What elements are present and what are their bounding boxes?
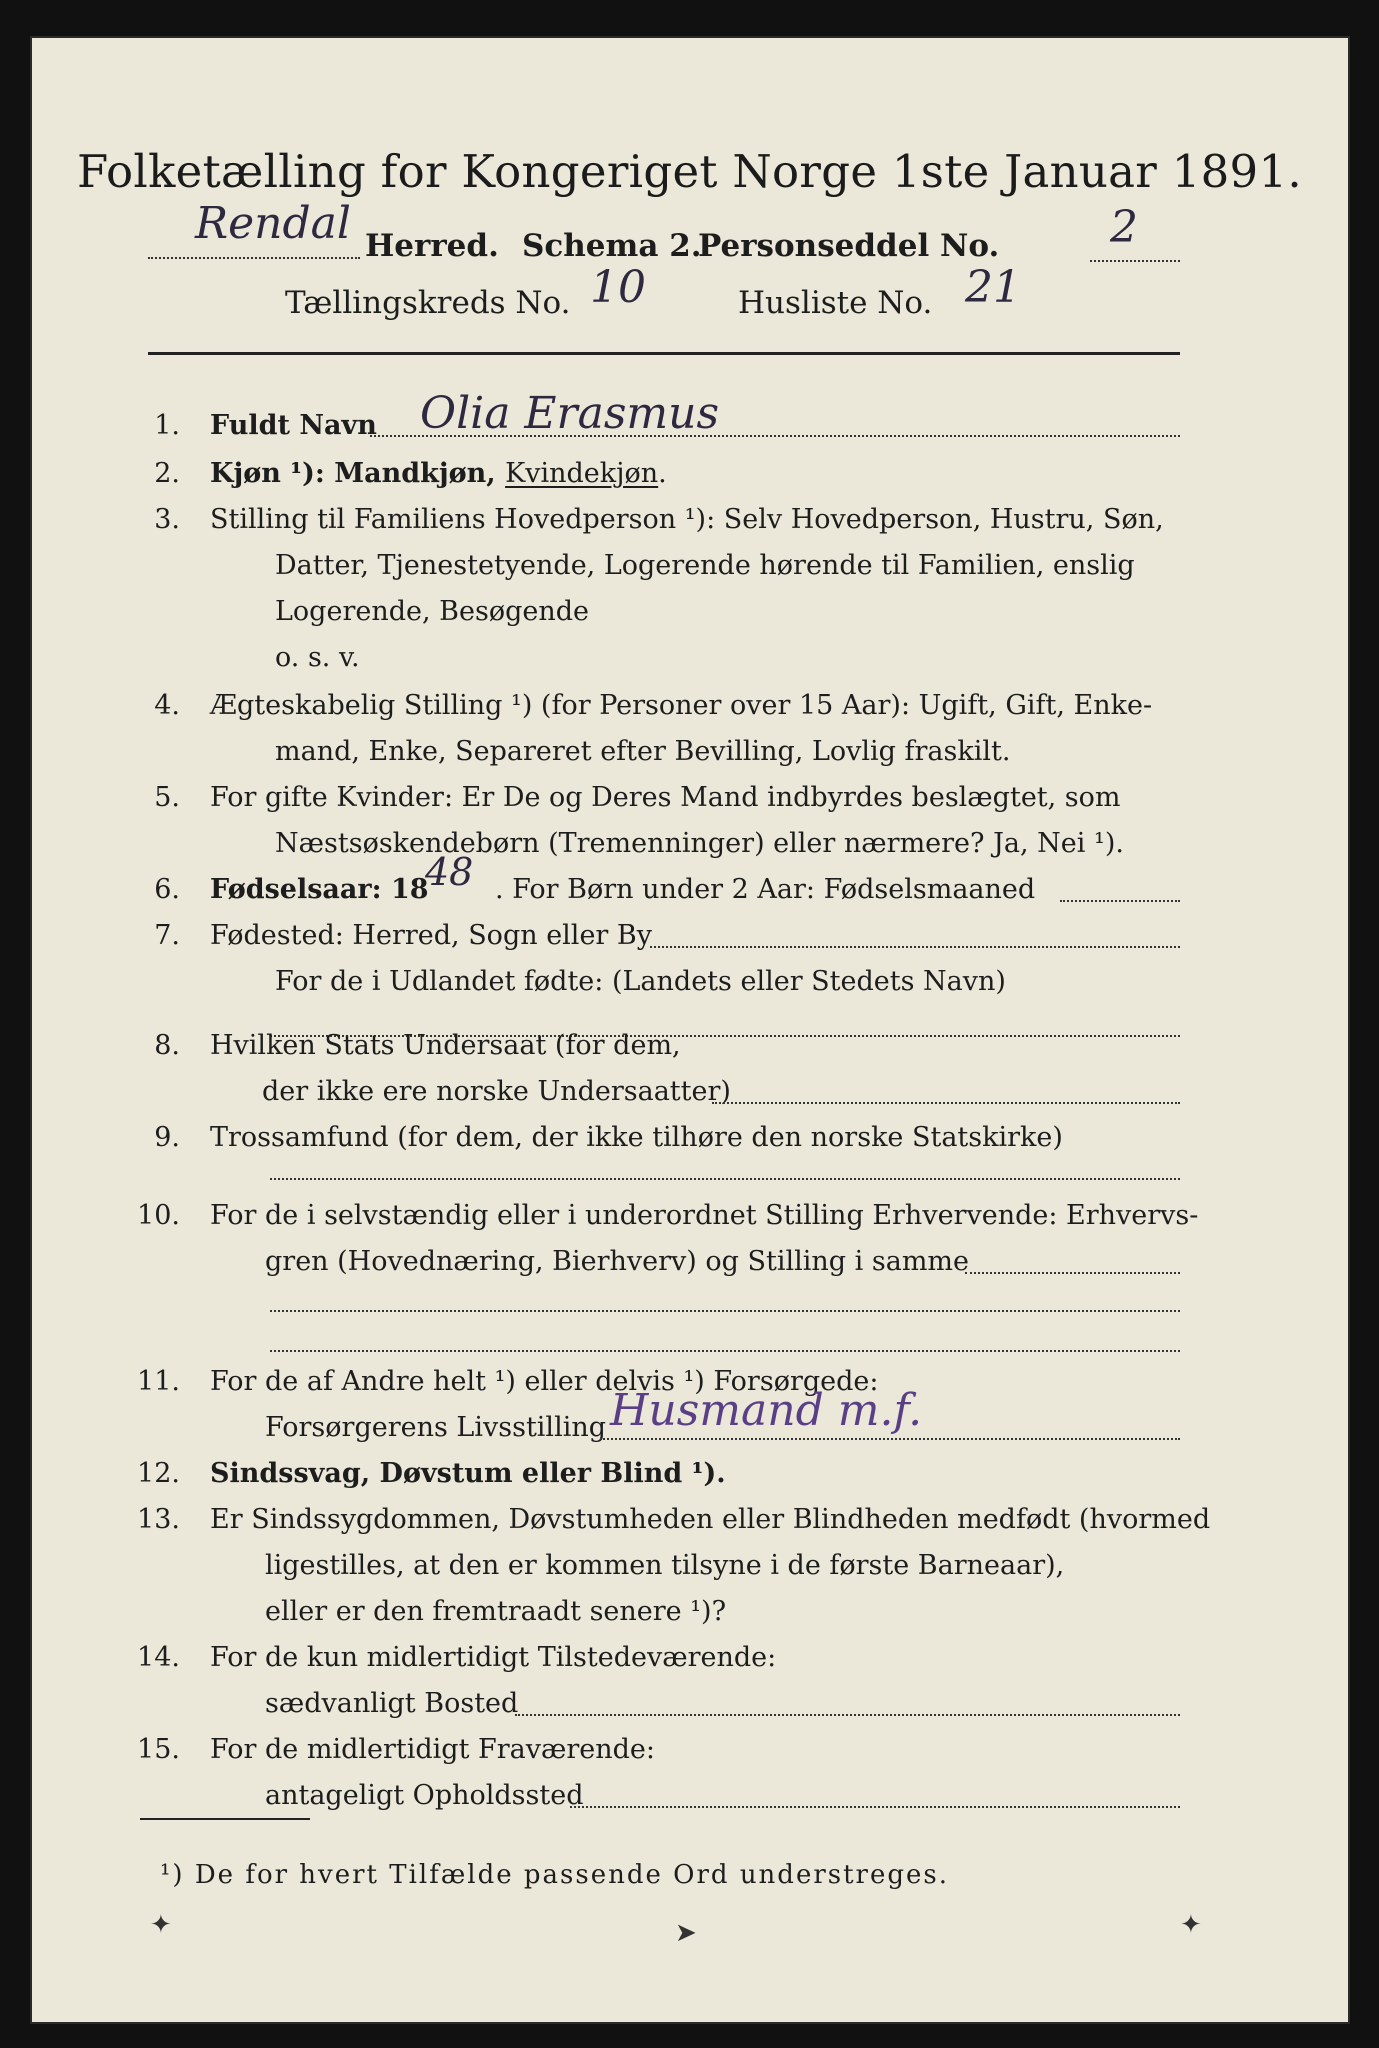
q5-line-1: For gifte Kvinder: Er De og Deres Mand indbyrdes beslægtet, som: [210, 782, 1121, 813]
q6-field-line: [1060, 900, 1180, 902]
q10-field-line: [965, 1272, 1180, 1274]
q7-sub: For de i Udlandet fødte: (Landets eller Stedets Navn): [275, 966, 1006, 997]
q8-line-2: der ikke ere norske Undersaatter): [262, 1076, 731, 1107]
q10-line-2: gren (Hovednæring, Bierhverv) og Stilling i samme: [265, 1246, 970, 1277]
q2-underlined-option: Kvindekjøn: [505, 458, 659, 489]
q14-number: 14.: [137, 1642, 180, 1673]
registration-mark-left-icon: ✦: [150, 1910, 172, 1940]
q2-number: 2.: [154, 458, 180, 489]
q6-rest: . For Børn under 2 Aar: Fødselsmaaned: [495, 874, 1036, 905]
q4-number: 4.: [154, 690, 180, 721]
q12-number: 12.: [137, 1458, 180, 1489]
q13-line-1: Er Sindssygdommen, Døvstumheden eller Blindheden medfødt (hvormed: [210, 1504, 1211, 1535]
registration-mark-right-icon: ✦: [1180, 1910, 1202, 1940]
q12-label: Sindssvag, Døvstum eller Blind ¹).: [210, 1458, 726, 1489]
q13-line-2: ligestilles, at den er kommen tilsyne i de første Barneaar),: [265, 1550, 1065, 1581]
herred-value: Rendal: [195, 198, 351, 249]
herred-field-line: [148, 257, 360, 259]
personseddel-label: Personseddel No.: [698, 228, 1000, 264]
q10-field-line-2: [270, 1310, 1180, 1312]
footnote: ¹) De for hvert Tilfælde passende Ord understreges.: [160, 1860, 950, 1890]
q4-line-2: mand, Enke, Separeret efter Bevilling, Lovlig fraskilt.: [275, 736, 1011, 767]
q9-field-line: [270, 1178, 1180, 1180]
q10-line-1: For de i selvstændig eller i underordnet Stilling Erhvervende: Erhvervs-: [210, 1200, 1199, 1231]
q15-line-1: For de midlertidigt Fraværende:: [210, 1734, 656, 1765]
q3-number: 3.: [154, 504, 180, 535]
q10-field-line-3: [270, 1350, 1180, 1352]
personseddel-field-line: [1090, 260, 1180, 262]
q4-line-1: Ægteskabelig Stilling ¹) (for Personer over 15 Aar): Ugift, Gift, Enke-: [210, 690, 1153, 721]
q10-number: 10.: [137, 1200, 180, 1231]
kreds-label: Tællingskreds No.: [285, 285, 571, 321]
q1-number: 1.: [154, 410, 180, 441]
q11-value: Husmand m.f.: [610, 1385, 923, 1436]
footnote-rule: [140, 1818, 310, 1820]
q9-number: 9.: [154, 1122, 180, 1153]
q3-line-1: Stilling til Familiens Hovedperson ¹): Selv Hovedperson, Hustru, Søn,: [210, 504, 1164, 535]
q7-number: 7.: [154, 920, 180, 951]
kreds-value: 10: [590, 262, 646, 313]
herred-label: Herred.: [365, 228, 499, 264]
q3-line-4: o. s. v.: [275, 642, 360, 673]
q11-line-2: Forsørgerens Livsstilling: [265, 1412, 607, 1443]
personseddel-value: 2: [1110, 202, 1138, 253]
schema-label: Schema 2.: [522, 228, 702, 264]
q8-line-1: Hvilken Stats Undersaat (for dem,: [210, 1030, 681, 1061]
q6-value: 48: [425, 850, 474, 894]
q2-text: Kjøn ¹): Mandkjøn, Kvindekjøn.: [210, 458, 667, 489]
q14-line-2: sædvanligt Bosted: [265, 1688, 519, 1719]
q15-number: 15.: [137, 1734, 180, 1765]
q13-number: 13.: [137, 1504, 180, 1535]
q6-number: 6.: [154, 874, 180, 905]
q11-field-line: [600, 1438, 1180, 1440]
registration-mark-center-icon: ➤: [675, 1918, 697, 1948]
q5-number: 5.: [154, 782, 180, 813]
q8-number: 8.: [154, 1030, 180, 1061]
q8-field-line: [712, 1102, 1180, 1104]
q15-line-2: antageligt Opholdssted: [265, 1780, 584, 1811]
q1-value: Olia Erasmus: [420, 388, 720, 439]
q14-line-1: For de kun midlertidigt Tilstedeværende:: [210, 1642, 777, 1673]
q3-line-3: Logerende, Besøgende: [275, 596, 589, 627]
q13-line-3: eller er den fremtraadt senere ¹)?: [265, 1596, 727, 1627]
q11-number: 11.: [137, 1366, 180, 1397]
q9-label: Trossamfund (for dem, der ikke tilhøre den norske Statskirke): [210, 1122, 1063, 1153]
header-divider: [148, 352, 1180, 355]
q6-label: Fødselsaar: 18: [210, 874, 429, 905]
q11-line-1: For de af Andre helt ¹) eller delvis ¹) Forsørgede:: [210, 1366, 879, 1397]
q5-line-2: Næstsøskendebørn (Tremenninger) eller nærmere? Ja, Nei ¹).: [275, 828, 1124, 859]
husliste-label: Husliste No.: [738, 285, 933, 321]
q15-field-line: [570, 1806, 1180, 1808]
q7-label: Fødested: Herred, Sogn eller By: [210, 920, 653, 951]
form-title: Folketælling for Kongeriget Norge 1ste Januar 1891.: [76, 145, 1303, 198]
husliste-value: 21: [965, 262, 1021, 313]
q3-line-2: Datter, Tjenestetyende, Logerende hørende til Familien, enslig: [275, 550, 1135, 581]
q1-label: Fuldt Navn: [210, 410, 377, 441]
q14-field-line: [515, 1714, 1180, 1716]
q7-field-line: [650, 946, 1180, 948]
